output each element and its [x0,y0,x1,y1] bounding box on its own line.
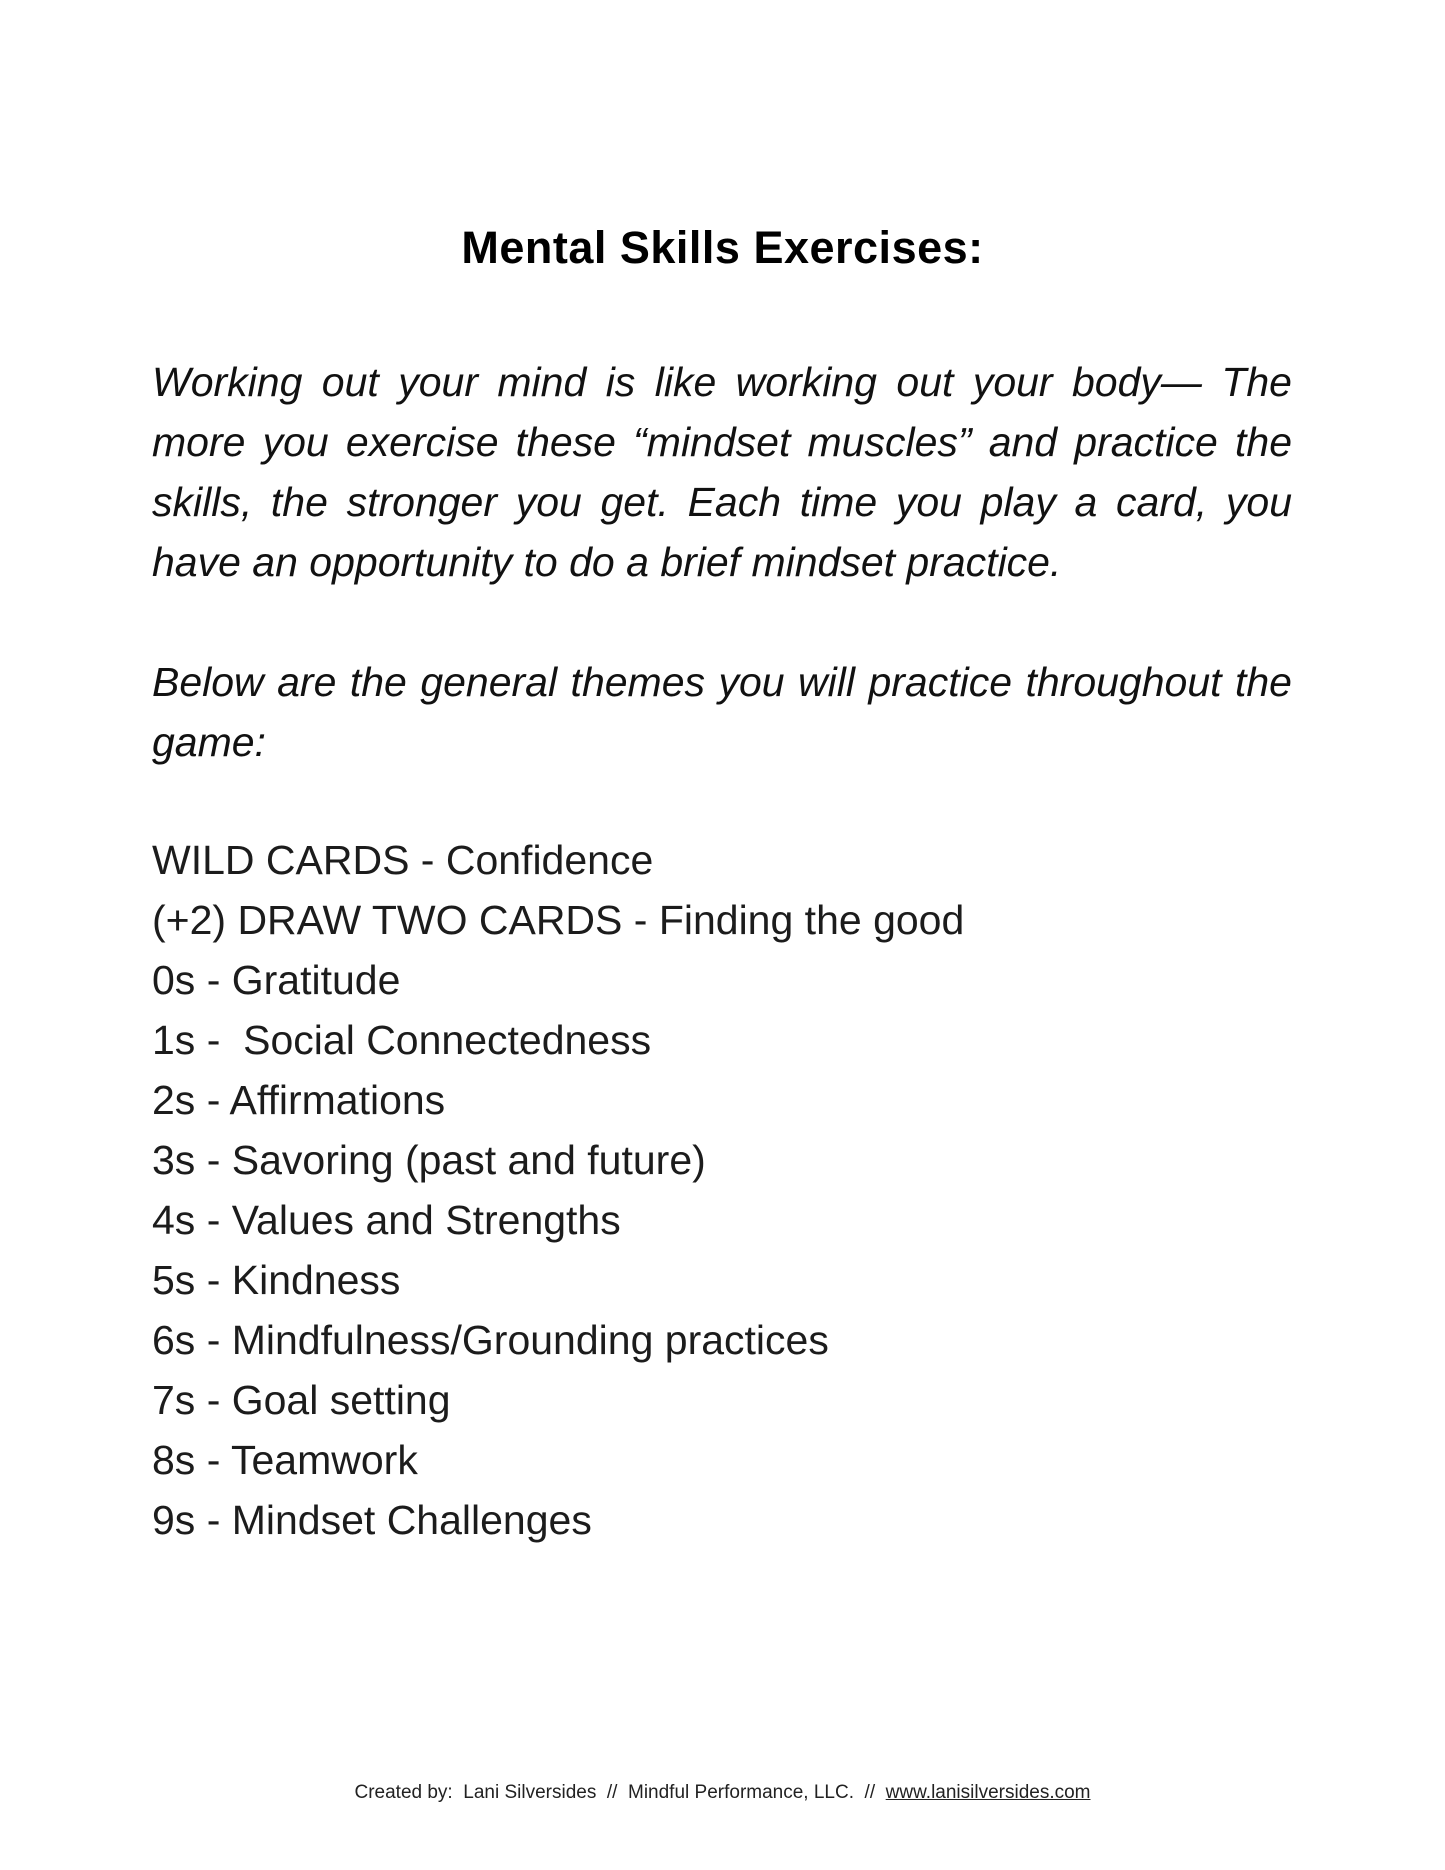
theme-list [152,830,1292,1550]
themes-intro-paragraph: Below are the general themes you will practice throughout the game: [152,659,1292,765]
theme-item-5s: 5s - Kindness [152,1257,401,1303]
footer-credits: Created by: Lani Silversides // Mindful Performance, LLC. // [354,1782,886,1803]
footer [0,1782,1445,1804]
theme-item-8s: 8s - Teamwork [152,1437,418,1483]
theme-item-9s: 9s - Mindset Challenges [152,1497,592,1543]
theme-item-2s: 2s - Affirmations [152,1077,446,1123]
theme-item-4s: 4s - Values and Strengths [152,1197,621,1243]
theme-item-6s: 6s - Mindfulness/Grounding practices [152,1317,829,1363]
theme-item-draw-two: (+2) DRAW TWO CARDS - Finding the good [152,897,965,943]
theme-item-wild-cards: WILD CARDS - Confidence [152,837,654,883]
theme-item-7s: 7s - Goal setting [152,1377,451,1423]
intro-paragraph: Working out your mind is like working out your body— The more you exercise these “mindset muscles” and practice the skills, the stronger you get. Each time you play a card, you have an opportunity to do a brief mindset practice. [152,359,1292,585]
theme-item-1s: 1s - Social Connectedness [152,1017,652,1063]
website-link[interactable]: www.lanisilversides.com [885,1782,1091,1803]
theme-item-3s: 3s - Savoring (past and future) [152,1137,706,1183]
page-title: Mental Skills Exercises: [461,222,984,273]
theme-item-0s: 0s - Gratitude [152,957,401,1003]
